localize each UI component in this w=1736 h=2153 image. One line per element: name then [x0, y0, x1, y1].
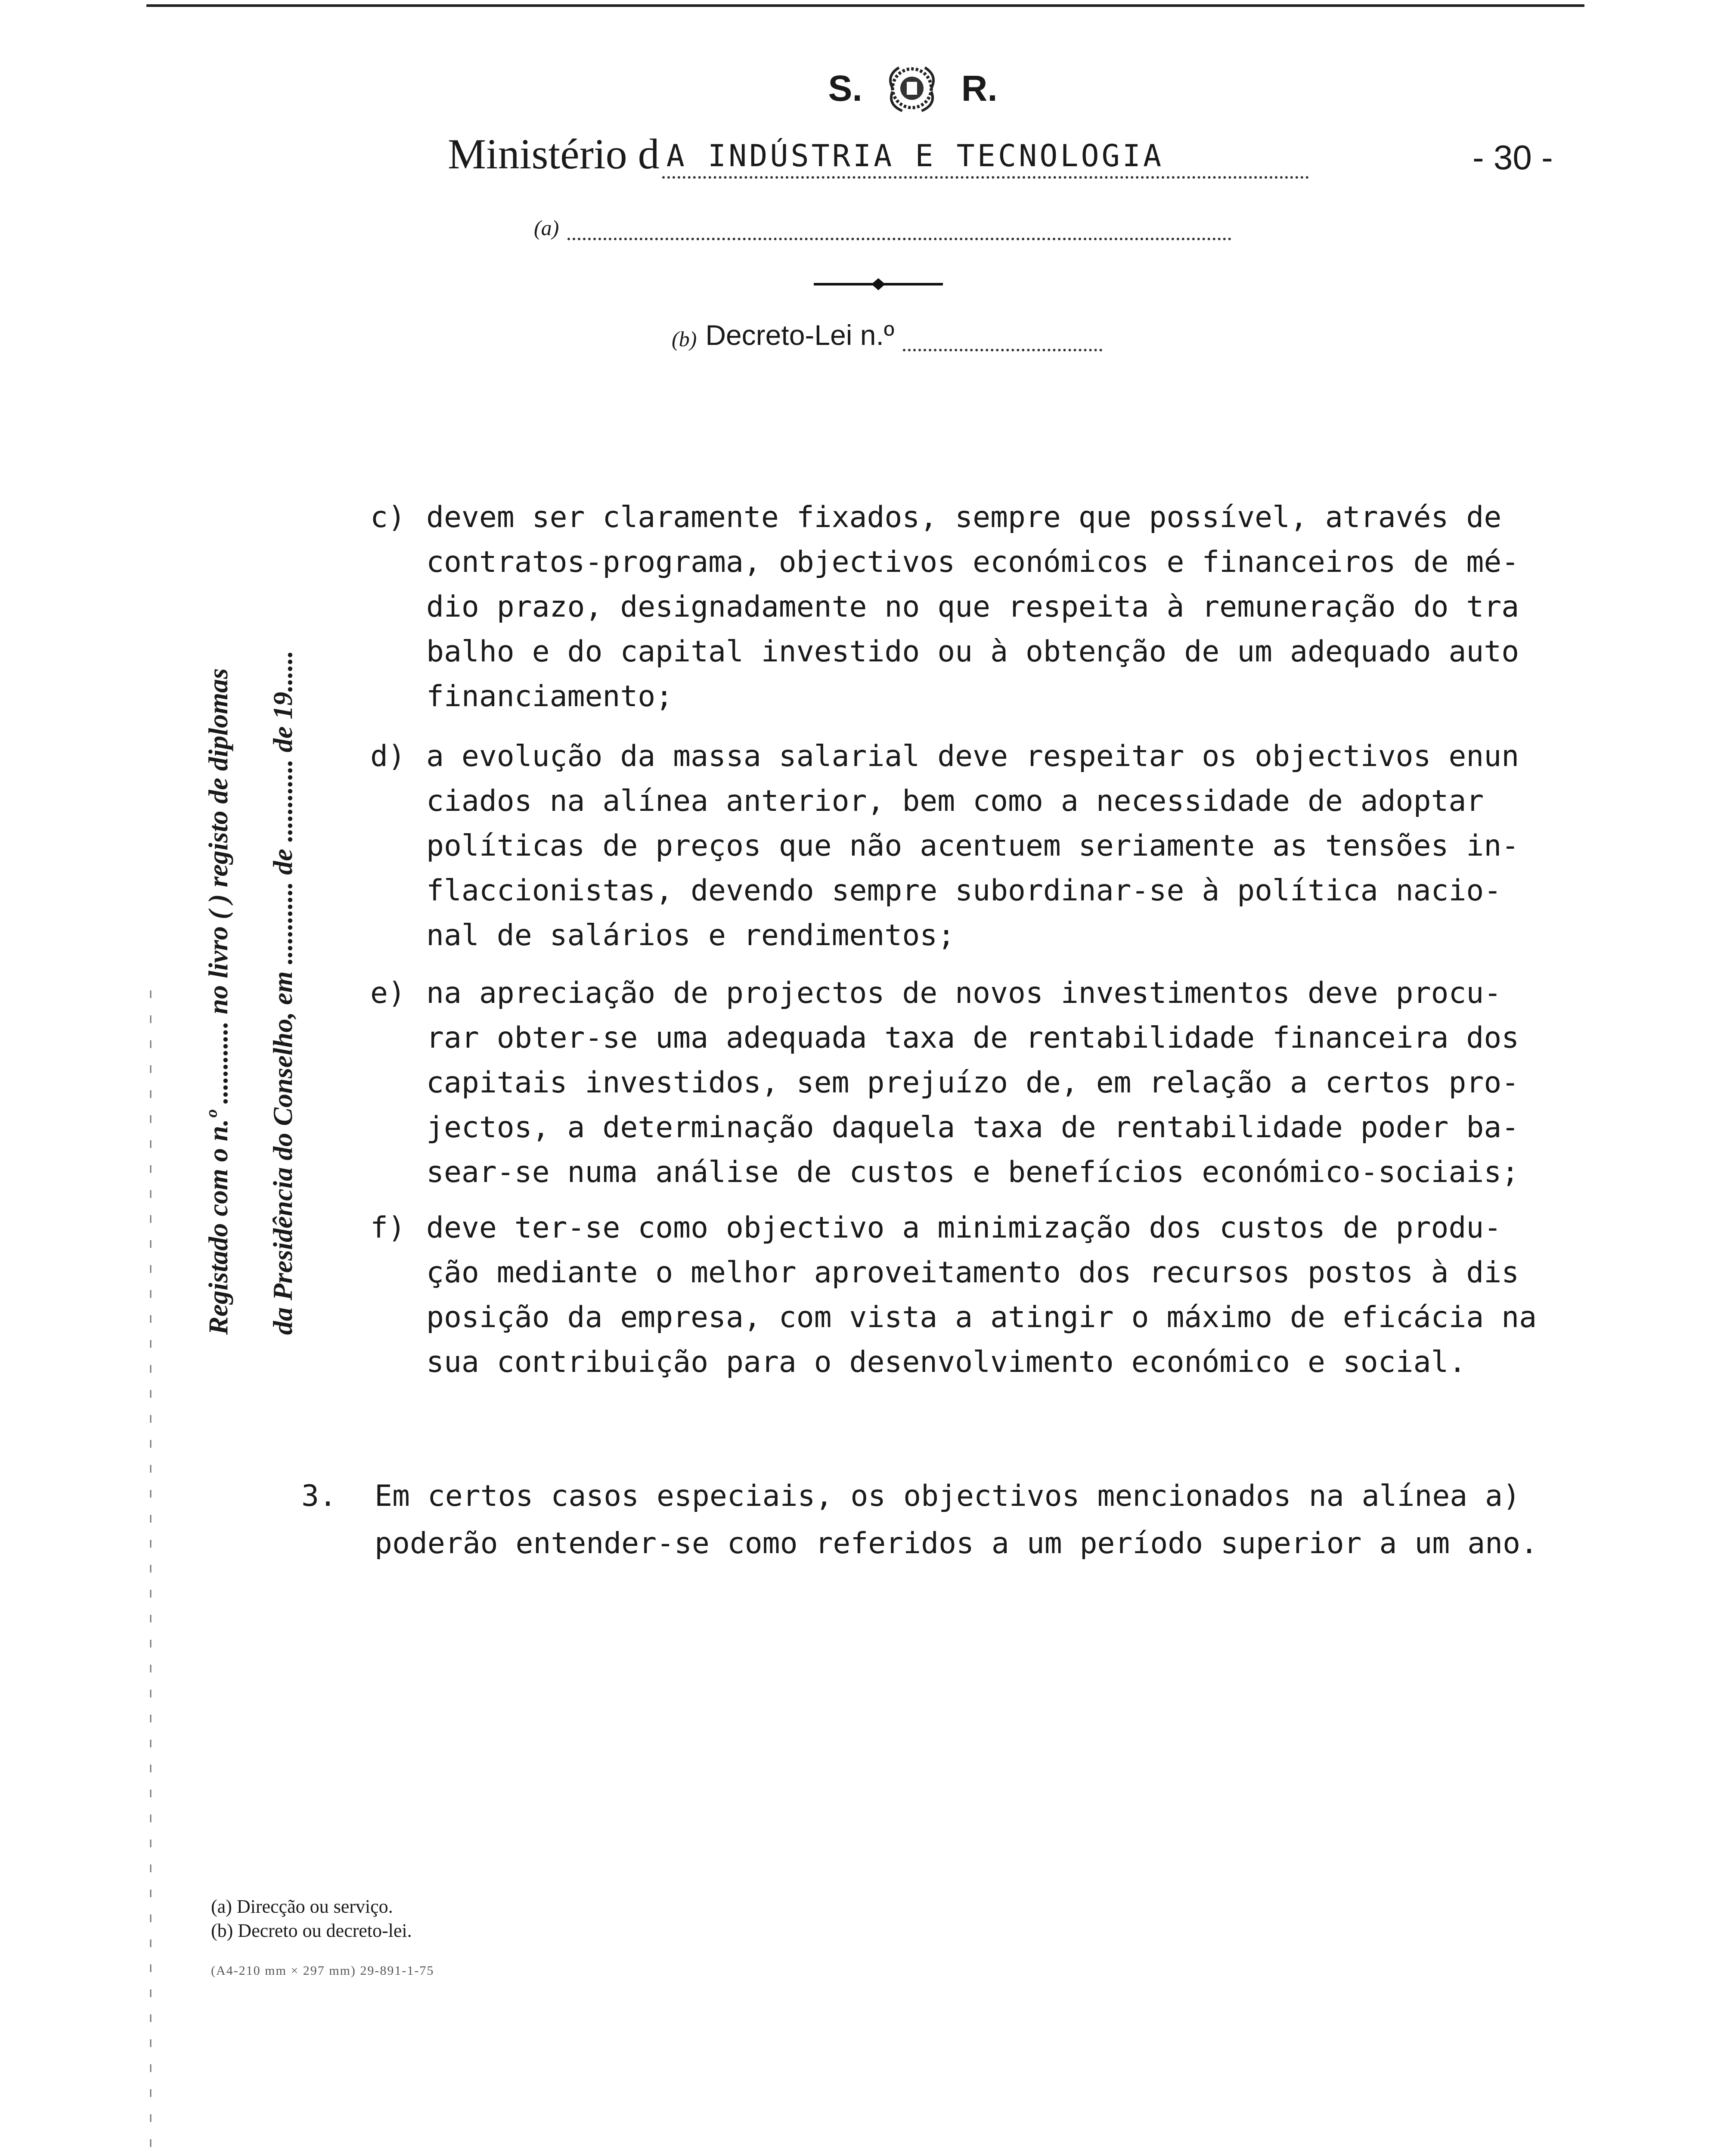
item-line: jectos, a determinação daquela taxa de rentabilidade poder ba- — [426, 1111, 1519, 1145]
ministry-label: Ministério d — [448, 130, 660, 178]
item-line: rar obter-se uma adequada taxa de rentabilidade financeira dos — [426, 1021, 1519, 1055]
paragraph-number: 3. — [301, 1479, 337, 1513]
item-line: nal de salários e rendimentos; — [426, 918, 955, 952]
header-left-letter: S. — [828, 68, 862, 109]
item-line: na apreciação de projectos de novos investimentos deve procu- — [426, 976, 1502, 1010]
margin-council-note: da Presidência do Conselho, em ............ de ............ de 19...... — [267, 650, 298, 1335]
item-marker: c) — [370, 500, 406, 534]
republic-header — [784, 52, 1042, 125]
item-line: balho e do capital investido ou à obtenção de um adequado auto — [426, 635, 1519, 669]
decree-label: Decreto-Lei n.º — [705, 319, 894, 351]
item-line: ciados na alínea anterior, bem como a necessidade de adoptar — [426, 784, 1484, 818]
margin-registration-note: Registado com o n.º ............ no livro ( ) registo de diplomas — [203, 668, 233, 1335]
print-code: (A4-210 mm × 297 mm) 29-891-1-75 — [211, 1964, 434, 1978]
item-d — [370, 734, 1559, 958]
item-line: sear-se numa análise de custos e benefícios económico-sociais; — [426, 1155, 1519, 1189]
item-marker: f) — [370, 1211, 406, 1245]
service-line — [534, 215, 1231, 240]
item-line: devem ser claramente fixados, sempre que possível, através de — [426, 500, 1502, 534]
decree-marker: (b) — [672, 327, 697, 351]
item-line: posição da empresa, com vista a atingir o máximo de eficácia na — [426, 1300, 1537, 1334]
service-marker: (a) — [534, 216, 559, 240]
top-rule — [146, 4, 1584, 7]
decree-line — [672, 319, 1102, 351]
item-c — [370, 495, 1559, 719]
item-line: dio prazo, designadamente no que respeita à remuneração do tra — [426, 590, 1519, 624]
item-line: ção mediante o melhor aproveitamento dos recursos postos à dis — [426, 1256, 1519, 1290]
page-number: - 30 - — [1472, 138, 1553, 177]
item-line: sua contribuição para o desenvolvimento económico e social. — [426, 1345, 1466, 1379]
item-line: políticas de preços que não acentuem seriamente as tensões in- — [426, 829, 1519, 863]
coat-of-arms-icon — [880, 56, 944, 121]
decree-fill — [903, 344, 1102, 351]
item-marker: e) — [370, 976, 406, 1010]
ornament-divider — [814, 271, 943, 297]
footnote-b: (b) Decreto ou decreto-lei. — [211, 1920, 412, 1941]
footnotes — [211, 1895, 412, 1943]
item-line: contratos-programa, objectivos económicos e financeiros de mé- — [426, 545, 1519, 579]
paragraph-line: Em certos casos especiais, os objectivos mencionados na alínea a) — [375, 1479, 1521, 1513]
ministry-name: A INDÚSTRIA E TECNOLOGIA — [662, 138, 1309, 179]
item-f — [370, 1206, 1559, 1387]
item-line: financiamento; — [426, 679, 673, 714]
item-marker: d) — [370, 739, 406, 773]
header-right-letter: R. — [961, 68, 998, 109]
item-line: capitais investidos, sem prejuízo de, em relação a certos pro- — [426, 1066, 1519, 1100]
item-line: deve ter-se como objectivo a minimização dos custos de produ- — [426, 1211, 1502, 1245]
binding-marks — [142, 990, 159, 2153]
item-line: a evolução da massa salarial deve respeitar os objectivos enun — [426, 739, 1519, 773]
item-e — [370, 971, 1559, 1195]
item-line: flaccionistas, devendo sempre subordinar-se à política nacio- — [426, 874, 1502, 908]
service-fill — [567, 233, 1231, 240]
ministry-line — [448, 129, 1309, 179]
paragraph-line: poderão entender-se como referidos a um período superior a um ano. — [375, 1526, 1538, 1560]
footnote-a: (a) Direcção ou serviço. — [211, 1896, 393, 1917]
